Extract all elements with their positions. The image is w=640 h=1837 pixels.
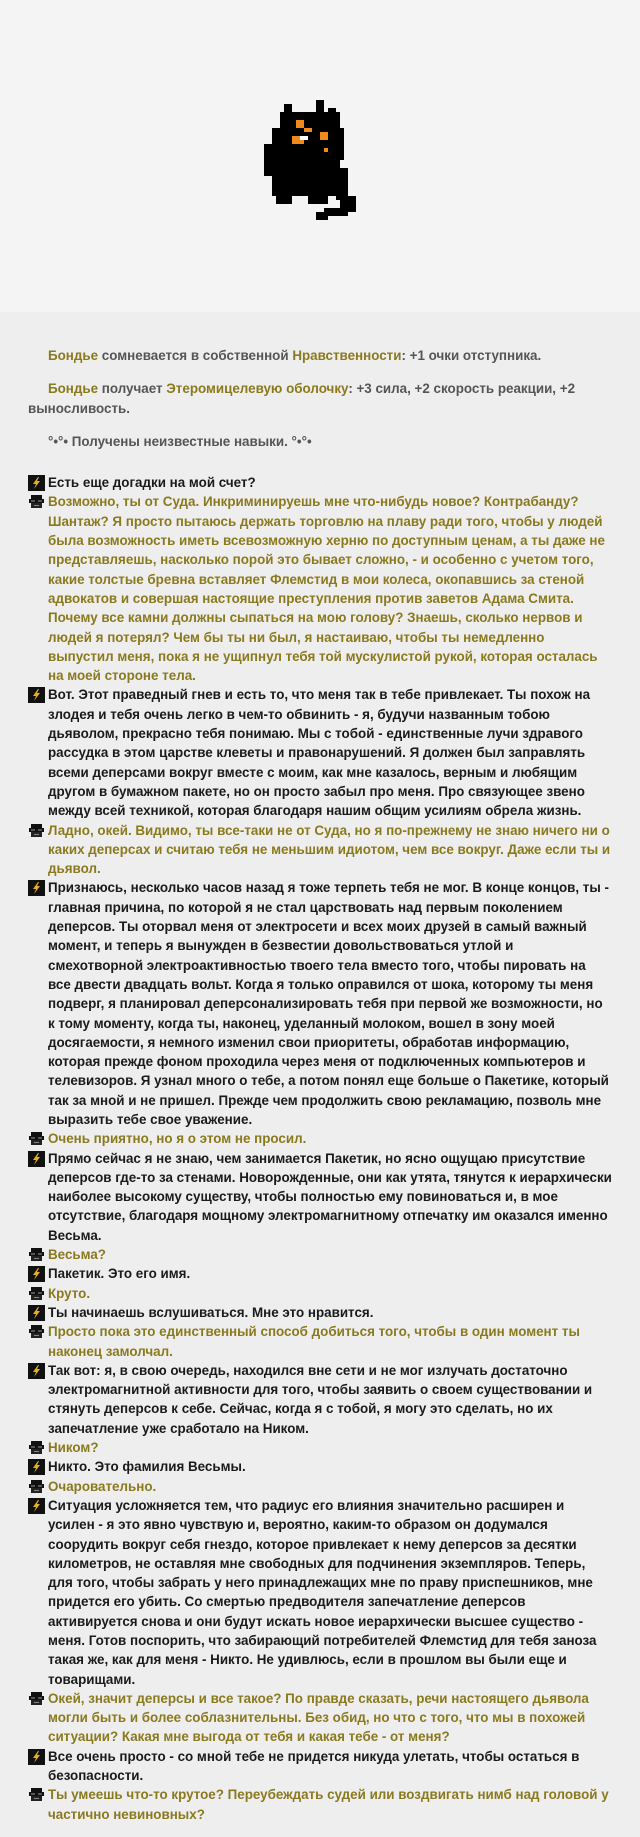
dialogue-text: Ладно, окей. Видимо, ты все-таки не от Суда, но я по-прежнему не знаю ничего ни о каких деперсах и считаю тебя не меньшим идиотом, чем все вокруг. Даже если ты и дьявол. <box>48 822 611 877</box>
status-text: °•°• Получены неизвестные навыки. °•°• <box>48 433 312 449</box>
dialogue-line-host <box>28 1457 612 1476</box>
dialogue-text: Пакетик. Это его имя. <box>48 1266 191 1282</box>
dialogue-line-guest <box>28 1245 612 1264</box>
dialogue-line-guest <box>28 1322 612 1361</box>
sunglasses-face-icon <box>28 1286 45 1302</box>
status-line <box>28 432 612 451</box>
dialogue-line-host <box>28 1747 612 1786</box>
dialogue-text: Возможно, ты от Суда. Инкриминируешь мне что-нибудь новое? Контрабанду? Шантаж? Я просто пытаюсь держать торговлю на плаву ради того, чтобы у людей была возможность иметь всевозможную херню по доступным ценам, а ты даже не представляешь, насколько порой это бывает сложно, - и особенно с учетом того, какие толстые бревна вставляет Флемстид в мои колеса, окопавшись за стеной адвокатов и совершая настоящие преступления против заветов Адама Смита. Почему все камни должны сыпаться на мою голову? Знаешь, сколько нервов и людей я потерял? Чем бы ты ни был, я настаиваю, чтобы ты немедленно выпустил меня, пока я не ущипнул тебя той мускулистой рукой, которая осталась на моей стороне тела. <box>48 494 605 684</box>
lightning-icon <box>28 1749 45 1765</box>
dialogue-line-guest <box>28 1477 612 1496</box>
dialogue-text: Никто. Это фамилия Весьмы. <box>48 1459 246 1475</box>
dialogue-text: Признаюсь, несколько часов назад я тоже терпеть тебя не мог. В конце концов, ты - главная причина, по которой я не стал царствовать над первым поколением деперсов. Ты оторвал меня от электросети и всех моих друзей в самый важный момент, и теперь я вынужден в безвестии довольствоваться утлой и смехотворной электроактивностью твоего тела вместо того, чтобы пировать на все двести двадцать вольт. Когда я только оправился от шока, которому ты меня подверг, я планировал деперсонализировать тебя при первой же возможности, но к тому моменту, когда ты, наконец, уделанный молоком, вошел в зону моей досягаемости, я немного изменил свои приоритеты, обработав информацию, которая прежде фоном проходила через меня от подключенных компьютеров и телевизоров. Я узнал много о тебе, а потом понял еще больше о Пакетике, который так за мной и не пришел. Прежде чем продолжить свою рекламацию, позволь мне выразить тебе свое уважение. <box>48 880 609 1127</box>
lightning-icon <box>28 1266 45 1282</box>
lightning-icon <box>28 1305 45 1321</box>
status-line <box>28 379 612 418</box>
status-highlight: Этеромицелевую оболочку <box>166 381 349 397</box>
dialogue-text: Очень приятно, но я о этом не просил. <box>48 1131 307 1147</box>
status-text: : +1 очки отступника. <box>401 348 542 363</box>
dialogue-line-guest <box>28 1284 612 1303</box>
sunglasses-face-icon <box>28 1324 45 1340</box>
dialogue-line-host <box>28 1496 612 1689</box>
dialogue-line-guest <box>28 1438 612 1457</box>
status-highlight: Бондье <box>48 381 99 397</box>
sunglasses-face-icon <box>28 1691 45 1707</box>
status-line <box>28 346 612 365</box>
dialogue-line-guest <box>28 492 612 685</box>
sunglasses-face-icon <box>28 494 45 510</box>
dialogue-text: Круто. <box>48 1285 91 1301</box>
lightning-icon <box>28 1459 45 1475</box>
dialogue-line-guest <box>28 821 612 879</box>
status-text: получает <box>98 381 167 397</box>
dialogue-text: Очаровательно. <box>48 1478 157 1494</box>
dialogue-text: Все очень просто - со мной тебе не придется никуда улетать, чтобы остаться в безопасности. <box>48 1748 580 1784</box>
dialogue-text: Прямо сейчас я не знаю, чем занимается Пакетик, но ясно ощущаю присутствие деперсов где-то за стенами. Новорожденные, они как утята, тянутся к иерархически наиболее высокому существу, чтобы полностью ему повиноваться и, в мое отсутствие, благодаря мощному электромагнитному отпечатку им оказался именно Весьма. <box>48 1150 612 1243</box>
dialogue-line-guest <box>28 1689 612 1747</box>
lightning-icon <box>28 475 45 491</box>
lightning-icon <box>28 1498 45 1514</box>
sunglasses-face-icon <box>28 1440 45 1456</box>
sunglasses-face-icon <box>28 1131 45 1147</box>
dialogue-text: Есть еще догадки на мой счет? <box>48 475 256 491</box>
story-content <box>0 346 640 1824</box>
dialogue-text: Ты начинаешь вслушиваться. Мне это нравится. <box>48 1304 374 1320</box>
sunglasses-face-icon <box>28 823 45 839</box>
status-highlight: Нравственности <box>292 348 402 363</box>
dialogue-line-guest <box>28 1129 612 1148</box>
sunglasses-face-icon <box>28 1479 45 1495</box>
dialogue-line-host <box>28 1303 612 1322</box>
lightning-icon <box>28 1363 45 1379</box>
dialogue-line-host <box>28 1149 612 1245</box>
lightning-icon <box>28 1151 45 1167</box>
dialogue-text: Весьма? <box>48 1247 106 1263</box>
status-text: : +3 сила, +2 скорость реакции, +2 выносливость. <box>28 381 576 416</box>
dialogue-line-host <box>28 685 612 820</box>
status-list <box>28 346 612 451</box>
black-cat-sprite-icon <box>256 96 368 240</box>
dialogue-line-guest <box>28 1785 612 1824</box>
dialogue-line-host <box>28 1361 612 1438</box>
dialogue-line-host <box>28 878 612 1129</box>
dialogue-text: Так вот: я, в свою очередь, находился вне сети и не мог излучать достаточно электромагнитной активности для того, чтобы заявить о своем существовании и стянуть деперсов к себе. Сейчас, когда я с тобой, я могу это сделать, но их запечатление уже сработало на Ником. <box>48 1362 593 1436</box>
lightning-icon <box>28 880 45 896</box>
dialogue-text: Ситуация усложняется тем, что радиус его влияния значительно расширен и усилен - я это явно чувствую и, вероятно, каким-то образом он додумался соорудить вокруг себя гнездо, которое привлекает к нему деперсов за десятки километров, не оставляя мне свободных для подчинения экземпляров. Теперь, для того, чтобы забрать у него принадлежащих мне по праву приспешников, мне придется его убить. Со смертью предводителя запечатление деперсов активируется снова и они будут искать новое иерархически высшее существо - меня. Готов поспорить, что забирающий потребителей Флемстид для тебя заноза такая же, как для меня - Никто. Не удивлюсь, если в прошлом вы были еще и товарищами. <box>48 1497 597 1687</box>
dialogue-line-host <box>28 473 612 492</box>
sunglasses-face-icon <box>28 1247 45 1263</box>
dialogue-text: Просто пока это единственный способ добиться того, чтобы в один момент ты наконец замолчал. <box>48 1324 580 1359</box>
sunglasses-face-icon <box>28 1787 45 1803</box>
sprite-area <box>0 0 640 312</box>
status-text: сомневается в собственной <box>98 348 293 363</box>
lightning-icon <box>28 687 45 703</box>
dialogue-log <box>28 473 612 1824</box>
dialogue-text: Окей, значит деперсы и все такое? По правде сказать, речи настоящего дьявола могли быть и более соблазнительны. Без обид, но что с того, что мы в похожей ситуации? Какая мне выгода от тебя и какая тебе - от меня? <box>48 1690 589 1745</box>
status-highlight: Бондье <box>48 348 99 363</box>
dialogue-text: Ником? <box>48 1440 99 1456</box>
dialogue-text: Ты умеешь что-то крутое? Переубеждать судей или воздвигать нимб над головой у частично невиновных? <box>48 1787 609 1822</box>
dialogue-line-host <box>28 1264 612 1283</box>
dialogue-text: Вот. Этот праведный гнев и есть то, что меня так в тебе привлекает. Ты похож на злодея и тебя очень легко в чем-то обвинить - я, будучи названным тобою дьяволом, прекрасно тебя понимаю. Мы с тобой - единственные лучи здравого рассудка в этом царстве клеветы и правонарушений. Я должен был заправлять всеми деперсами вокруг вместе с моим, как мне казалось, верным и любящим другом в бумажном пакете, но он просто забыл про меня. Про связующее звено между всей техникой, которая благодаря нашим общим усилиям обрела жизнь. <box>48 687 591 819</box>
